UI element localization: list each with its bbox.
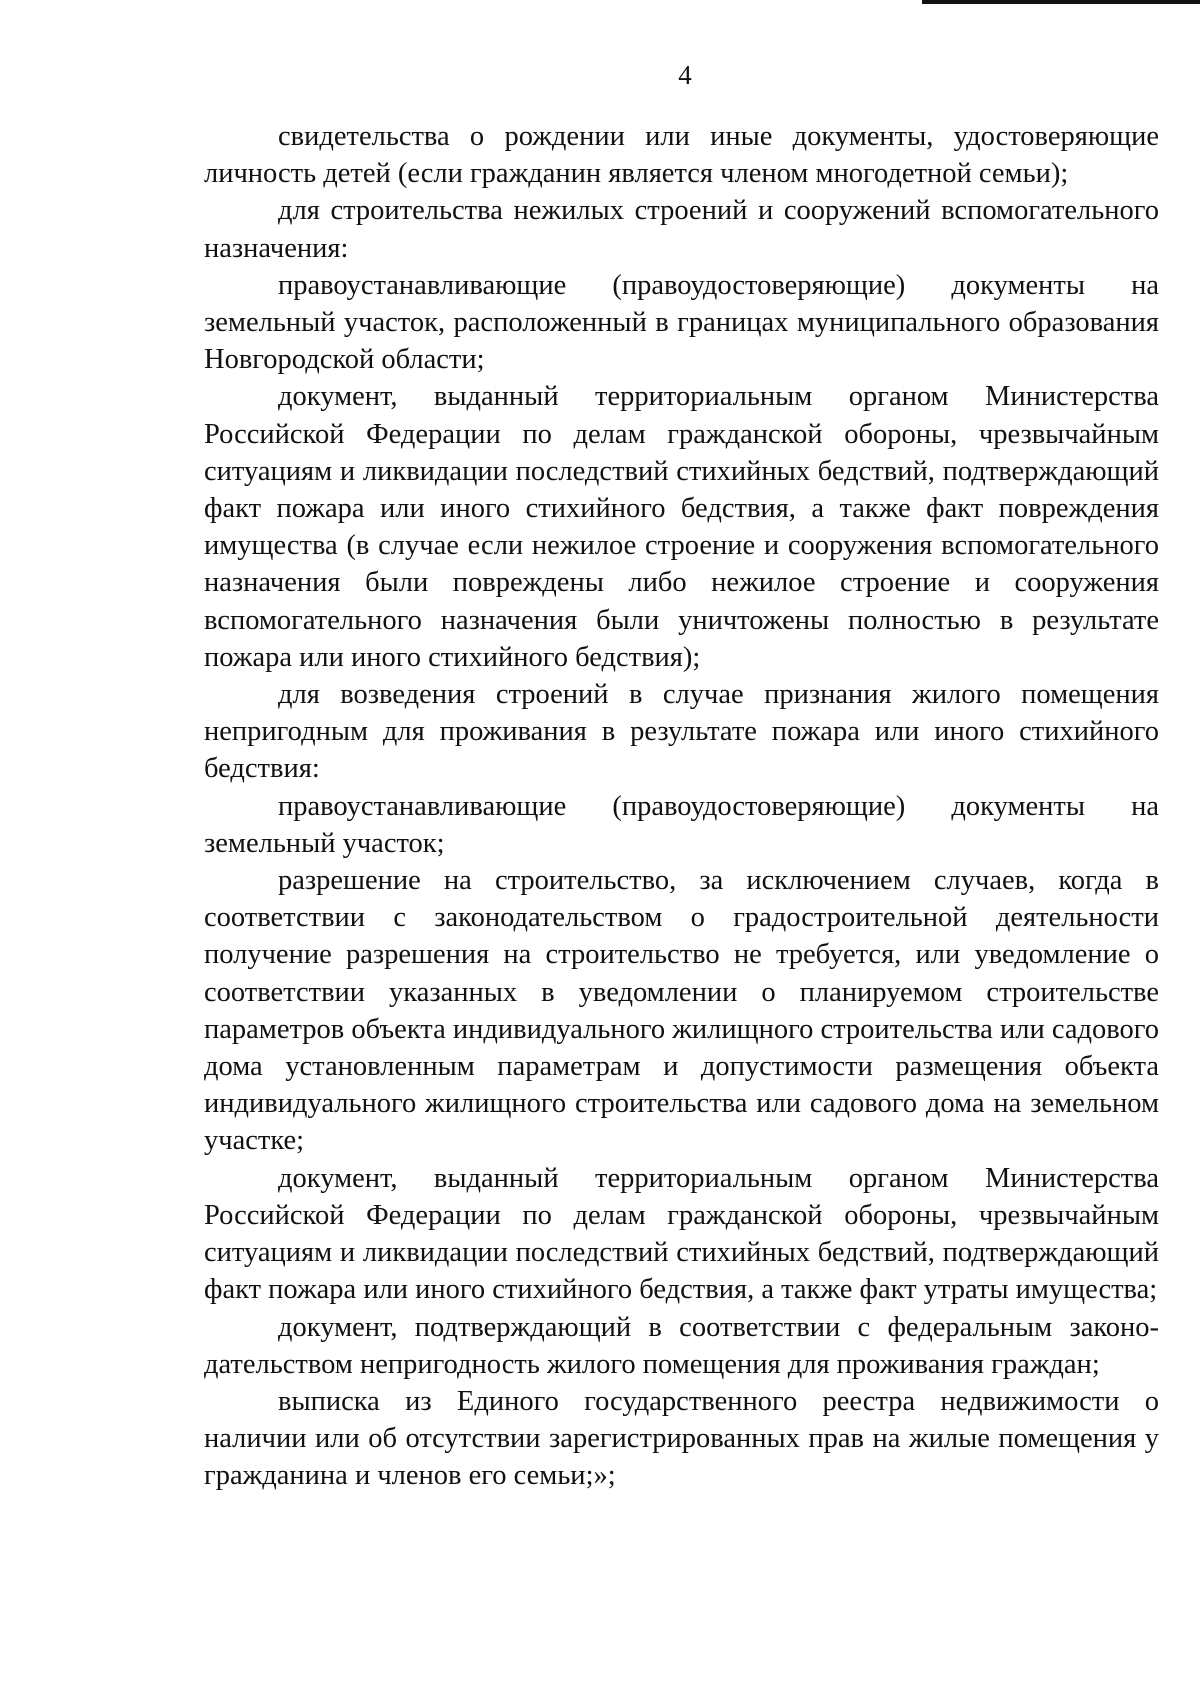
top-edge-rule: [922, 0, 1200, 4]
paragraph-emergency-damage-document: документ, выданный территориальным органом Министерства Российской Федерации по делам гражданской обороны, чрезвычайным ситуациям и ликвидации последствий стихийных бедствий, подтверждающий факт пожара или иного стихийного бедствия, а также факт повреждения имущества (в случае если нежилое строение и сооружения вспомогательного назначения были повреждены либо нежилое строение и сооружения вспомогательного назначения были уничтожены полностью в результате пожара или иного стихийного бедствия);: [204, 381, 1159, 673]
paragraph-building-permit: разрешение на строительство, за исключением случаев, когда в соответствии с законодательством о градостроительной деятельности получение разрешения на строительство не требуется, или уведомление о соответствии указанных в уведомлении о планируемом строительстве параметров объекта индивидуального жилищного строительства или садового дома установленным параметрам и допустимости размещения объекта индивидуального жилищного строительства или садового дома на земельном участке;: [204, 865, 1159, 1157]
paragraph-uninhabitability-document: документ, подтверждающий в соответствии с федеральным законодательством непригодность жилого помещения для проживания граждан;: [204, 1311, 1159, 1380]
document-body: [204, 118, 1159, 1495]
paragraph-land-title-documents-2: правоустанавливающие (правоудостоверяющие) документы на земельный участок;: [204, 790, 1159, 859]
paragraph-uninhabitable-heading: для возведения строений в случае признания жилого помещения непригодным для проживания в результате пожара или иного стихийного бедствия:: [204, 679, 1159, 785]
page-number: 4: [678, 60, 692, 90]
paragraph-registry-extract: выписка из Единого государственного реестра недвижимости о наличии или об отсутствии зарегистрированных прав на жилые помещения у гражданина и членов его семьи;»;: [204, 1385, 1159, 1492]
paragraph-nonresidential-heading: для строительства нежилых строений и сооружений вспомогательного назначения:: [204, 195, 1159, 264]
paragraph-emergency-loss-document: документ, выданный территориальным органом Министерства Российской Федерации по делам гражданской обороны, чрезвычайным ситуациям и ликвидации последствий стихийных бедствий, подтверждающий факт пожара или иного стихийного бедствия, а также факт утраты имущества;: [204, 1162, 1159, 1306]
paragraph-land-title-documents: правоустанавливающие (правоудостоверяющие) документы на земельный участок, расположенный в границах муниципального образования Новгородской области;: [204, 269, 1159, 376]
paragraph-birth-certificates: свидетельства о рождении или иные документы, удостоверяющие личность детей (если гражданин является членом многодетной семьи);: [204, 121, 1159, 190]
